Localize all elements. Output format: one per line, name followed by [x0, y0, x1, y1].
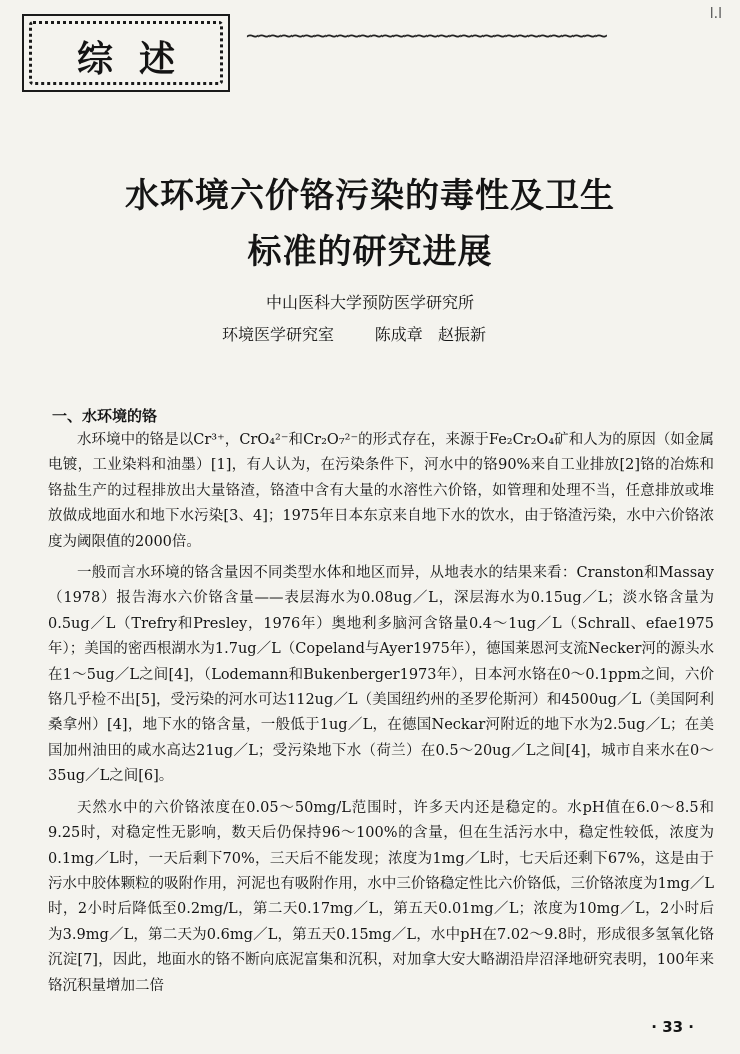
article-title	[40, 168, 700, 280]
page-number: · 33 ·	[651, 1018, 694, 1036]
authors-line: 环境医学研究室 陈成章 赵振新	[222, 325, 486, 344]
paragraph-3: 天然水中的六价铬浓度在0.05～50mg/L范围时，许多天内还是稳定的。水pH值在6.0～8.5和9.25时，对稳定性无影响，数天后仍保持96～100%的含量，但在生活污水中，稳定性较低，浓度为0.1mg／L时，一天后剩下70%，三天后不能发现；浓度为1mg／L时，七天后还剩下67%，这是由于污水中胶体颗粒的吸附作用，河泥也有吸附作用，水中三价铬稳定性比六价铬低，三价铬浓度为1mg／L时，2小时后降低至0.2mg/L，第二天0.17mg／L，第五天0.01mg／L；浓度为10mg／L，2小时后为3.9mg／L，第二天为0.6mg／L，第五天0.15mg／L，水中pH在7.02～9.8时，形成很多氢氧化铬沉淀[7]，因此，地面水的铬不断向底泥富集和沉积，对加拿大安大略湖沿岸沼泽地研究表明，100年来铬沉积量增加二倍	[48, 799, 714, 994]
title-line-1: 水环境六价铬污染的毒性及卫生	[125, 176, 615, 216]
affiliation: 中山医科大学预防医学研究所	[265, 293, 474, 312]
article-body	[48, 404, 714, 999]
paragraph-1: 水环境中的铬是以Cr³⁺，CrO₄²⁻和Cr₂O₇²⁻的形式存在，来源于Fe₂Cr₂O₄矿和人为的原因（如金属电镀，工业染料和油墨）[1]，有人认为，在污染条件下，河水中的铬90%来自工业排放[2]铬的冶炼和铬盐生产的过程排放出大量铬渣，铬渣中含有大量的水溶性六价铬，如管理和处理不当，任意排放或堆放做成地面水和地下水污染[3、4]；1975年日本东京来自地下水的饮水，由于铬渣污染，水中六价铬浓度为阈限值的2000倍。	[48, 432, 714, 550]
paragraph-2: 一般而言水环境的铬含量因不同类型水体和地区而异，从地表水的结果来看：Cranston和Massay（1978）报告海水六价铬含量——表层海水为0.08ug／L，深层海水为0.15ug／L；淡水铬含量为0.5ug／L（Trefry和Presley，1976年）奥地利多脑河含铬量0.4～1ug／L（Schrall、efae1975年）；美国的密西根湖水为1.7ug／L（Copeland与Ayer1975年），德国莱恩河支流Necker河的源头水在1～5ug／L之间[4]，（Lodemann和Bukenberger1973年），日本河水铬在0～0.1ppm之间，六价铬几乎检不出[5]，受污染的河水可达112ug／L（美国纽约州的圣罗伦斯河）和4500ug／L（美国阿利桑拿州）[4]，地下水的铬含量，一般低于1ug／L，在德国Neckar河附近的地下水为2.5ug／L；在美国加州油田的咸水高达21ug／L；受污染地下水（荷兰）在0.5～20ug／L之间[4]，城市自来水在0～35ug／L之间[6]。	[48, 565, 714, 785]
corner-mark: l.l	[709, 6, 722, 22]
section-heading: 一、水环境的铬	[52, 407, 158, 425]
title-line-2: 标准的研究进展	[247, 232, 493, 272]
section-label: 综述	[76, 39, 201, 80]
decorative-wave-rule: ~~~~~~~~~~~~~~~~~~~~~~~~~~~~~~~~	[246, 24, 606, 49]
section-badge	[22, 14, 230, 92]
